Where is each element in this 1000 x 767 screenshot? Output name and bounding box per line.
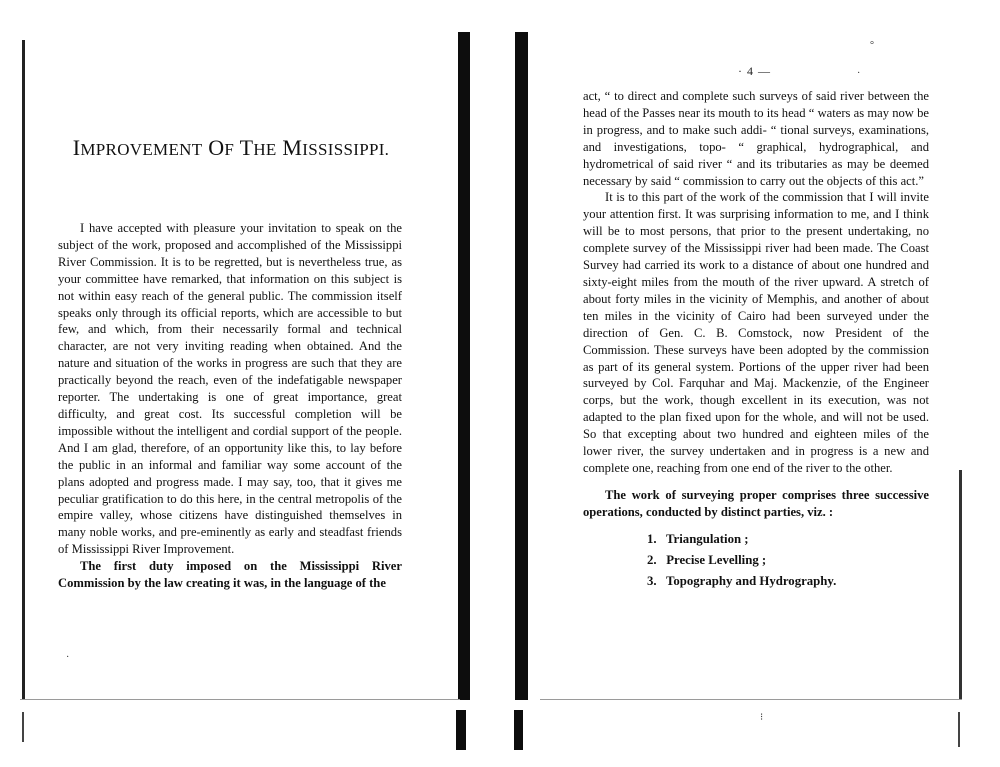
quoted-paragraph: act, “ to direct and complete such surveys of said river between the head of the Passes near its mouth to its head “ waters as may now be in progress, and to make such addi- “ tional surveys, examinations, and investigations, topo- “ graphical, hydrographical, and hydrometrical of said river “ and its tributaries as may be deemed necessary by said “ commission to carry out the objects of this act.”	[583, 89, 929, 188]
left-page-edge	[22, 40, 25, 700]
bottom-edge-right	[540, 699, 962, 700]
scan-speck: °	[870, 40, 874, 51]
scan-speck: ·	[857, 68, 861, 79]
list-item	[647, 529, 929, 550]
body-paragraph: The work of surveying proper comprises three successive operations, conducted by distinct parties, viz. :	[583, 487, 929, 519]
list-item-number: 3.	[647, 573, 657, 588]
survey-operations-list	[583, 529, 929, 592]
bottom-edge-left	[20, 699, 460, 700]
list-item	[647, 571, 929, 592]
right-page-text	[583, 88, 929, 592]
list-item-text: Precise Levelling ;	[666, 552, 767, 567]
body-paragraph: The first duty imposed on the Mississippi River Commission by the law creating it was, in the language of the	[58, 559, 402, 591]
scan-speck: ⁝	[760, 712, 764, 723]
lower-mark-right	[958, 712, 960, 747]
lower-gutter-left	[456, 710, 466, 750]
page-number: · 4 —	[738, 64, 771, 78]
body-paragraph: I have accepted with pleasure your invitation to speak on the subject of the work, proposed and accomplished of the Mississippi River Commission. It is to be regretted, but is nevertheless true, as your committee have remarked, that information on this subject is not within easy reach of the general public. The commission itself speaks only through its official reports, which are accessible to but few, and which, from their necessarily formal and technical character, are not very inviting reading when obtained. And the nature and situation of the works in progress are such that they are practically beyond the reach, even of the indefatigable newspaper reporter. The undertaking is one of great importance, great difficulty, and great cost. Its successful completion will be impossible without the intelligent and cordial support of the people. And I am glad, therefore, of an opportunity like this, to lay before the public in an informal and familiar way some account of the plans adopted and progress made. I may say, too, that it gives me peculiar gratification to do this here, in the central metropolis of the empire valley, whose citizens have distinguished themselves in many noble works, and pre-eminently as early and steadfast friends of Mississippi River Improvement.	[58, 221, 402, 557]
lower-mark-left	[22, 712, 24, 742]
list-item-number: 2.	[647, 552, 657, 567]
body-paragraph: It is to this part of the work of the commission that I will invite your attention first. It was surprising information to me, and I think will be to most persons, that prior to the present undertaking, no complete survey of the Mississippi river had been made. The Coast Survey had carried its work to a distance of about one hundred and sixty-eight miles from the mouth of the river upward. A stretch of about forty miles in the vicinity of Memphis, and another of about ten miles in the vicinity of Cairo had been surveyed under the direction of Gen. C. B. Comstock, now President of the Commission. These surveys have been adopted by the commission as part of its general system. Portions of the upper river had been surveyed by Col. Farquhar and Maj. Mackenzie, of the Engineer corps, but the work, though excellent in its execution, was not adapted to the plan fixed upon for the whole, and will not be used. So that excepting about two hundred and eighteen miles of the lower river, the survey undertaken and in progress is a new and complete one, reaching from one end of the river to the other.	[583, 190, 929, 475]
lower-gutter-right	[514, 710, 523, 750]
left-page-text	[58, 220, 402, 592]
list-item-text: Topography and Hydrography.	[665, 573, 837, 588]
scan-speck: ·	[66, 652, 70, 663]
gutter-left-bar	[458, 32, 470, 700]
right-page-edge	[959, 470, 962, 700]
gutter-right-bar	[515, 32, 528, 700]
list-item-number: 1.	[647, 531, 657, 546]
list-item	[647, 550, 929, 571]
list-item-text: Triangulation ;	[665, 531, 749, 546]
document-title: IMPROVEMENT OF THE MISSISSIPPI.	[72, 135, 390, 160]
